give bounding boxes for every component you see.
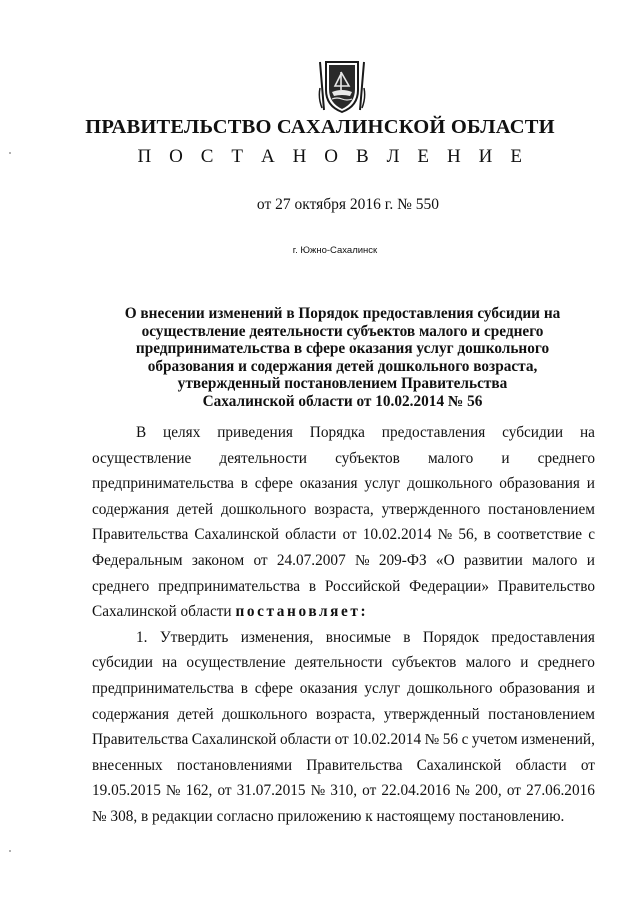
word: В <box>136 424 147 441</box>
word: внесенных <box>92 756 163 774</box>
word: в <box>403 628 411 646</box>
word: 31.07.2015 <box>236 782 306 800</box>
word: образования <box>499 679 580 697</box>
paragraph-1-line <box>92 446 595 472</box>
word: 162, <box>185 782 213 800</box>
word: Федеральным <box>92 551 183 569</box>
word: № <box>354 551 370 569</box>
word: Правительства <box>306 756 403 774</box>
word: Утвердить <box>159 628 229 646</box>
word: субсидии <box>502 424 564 441</box>
word: и <box>586 551 595 569</box>
word: детей <box>176 500 214 518</box>
word: от <box>580 756 595 774</box>
word: в <box>240 679 248 697</box>
word: Правительства <box>92 731 189 749</box>
scan-mark <box>9 152 11 154</box>
word: услуг <box>364 679 401 697</box>
subject-line: утвержденный постановлением Правительства <box>177 375 508 393</box>
paragraph-2-line <box>92 702 595 728</box>
word: № <box>455 782 470 800</box>
word: области <box>279 731 332 749</box>
resolution-keyword: постановляет: <box>235 603 369 621</box>
paragraph-2-line <box>92 650 595 676</box>
document-date-number: от 27 октября 2016 г. № 550 <box>256 196 440 213</box>
word: «О <box>435 551 455 569</box>
paragraph-2-line <box>92 753 595 779</box>
word: законом <box>191 551 245 569</box>
word: на <box>579 424 595 441</box>
word: и <box>586 679 595 697</box>
paragraph-1-line <box>92 522 595 548</box>
word: детей <box>177 705 214 723</box>
document-city: г. Южно-Сахалинск <box>292 245 378 256</box>
word: 56 <box>442 731 459 749</box>
word: утвержденный <box>383 705 480 723</box>
word: 19.05.2015 <box>92 782 161 800</box>
paragraph-1-line <box>92 574 595 600</box>
word: 56, <box>458 526 478 544</box>
word: Порядка <box>309 424 365 441</box>
document-type: П О С Т А Н О В Л Е Н И Е <box>137 146 529 167</box>
line-text: № 308, в редакции согласно приложению к настоящему постановлению. <box>92 807 565 825</box>
subject-line: образования и содержания детей дошкольного возраста, <box>147 357 538 375</box>
word: оказания <box>299 475 358 493</box>
subject-line: предпринимательства в сфере оказания услуг дошкольного <box>135 340 550 358</box>
document-body <box>92 420 595 830</box>
word: Российской <box>324 577 401 595</box>
word: № <box>310 782 326 800</box>
word: дошкольного <box>222 705 308 723</box>
word: среднего <box>537 449 595 467</box>
word: № <box>437 526 453 544</box>
subject-line: Сахалинской области от 10.02.2014 № 56 <box>202 392 483 410</box>
word: постановлением <box>488 500 595 518</box>
word: в <box>240 475 248 493</box>
word: предоставления <box>381 424 486 441</box>
paragraph-2-line <box>92 727 595 753</box>
word: услуг <box>364 475 401 493</box>
paragraph-1-line <box>92 548 595 574</box>
word: субъектов <box>335 449 400 467</box>
word: 10.02.2014 <box>352 731 422 749</box>
paragraph-1-line <box>92 599 595 625</box>
word: оказания <box>299 679 358 697</box>
word: № <box>165 782 181 800</box>
word: дошкольного <box>221 500 307 518</box>
word: предпринимательства <box>92 475 234 493</box>
word: учетом <box>471 731 518 749</box>
word: в <box>483 526 491 544</box>
word: изменений, <box>521 731 595 749</box>
word: деятельности <box>294 654 383 672</box>
word: 209-ФЗ <box>378 551 427 569</box>
document-subject <box>95 305 590 411</box>
paragraph-1-line <box>92 497 595 523</box>
word: № <box>424 731 440 749</box>
word: субъектов <box>391 654 457 672</box>
word: осуществление <box>186 654 286 672</box>
word: 24.07.2007 <box>276 551 346 569</box>
word: среднего <box>537 654 595 672</box>
word: от <box>342 526 357 544</box>
word: 10.02.2014 <box>362 526 432 544</box>
word: и <box>501 449 510 467</box>
word: малого <box>532 551 578 569</box>
word: предпринимательства <box>158 577 301 595</box>
government-title: ПРАВИТЕЛЬСТВО САХАЛИНСКОЙ ОБЛАСТИ <box>85 116 555 138</box>
word: Федерации» <box>409 577 489 595</box>
word: вносимые <box>325 628 391 646</box>
word: на <box>162 654 178 672</box>
word: сфере <box>254 679 293 697</box>
word: и <box>586 475 595 493</box>
paragraph-2-line <box>92 625 595 651</box>
word: от <box>253 551 268 569</box>
word: развитии <box>463 551 523 569</box>
word: Правительства <box>92 526 189 544</box>
word: 200, <box>474 782 502 800</box>
scan-mark <box>9 850 11 852</box>
sakhalin-coat-of-arms-icon <box>318 58 366 114</box>
word: дошкольного <box>407 475 493 493</box>
word: дошкольного <box>407 679 493 697</box>
word: 310, <box>330 782 358 800</box>
word: Сахалинской <box>191 731 277 749</box>
word: субсидии <box>92 654 153 672</box>
paragraph-2-line <box>92 778 595 804</box>
word: приведения <box>217 424 293 441</box>
word: с <box>588 526 595 544</box>
word: малого <box>465 654 511 672</box>
word: предпринимательства <box>92 679 234 697</box>
word: утвержденного <box>381 500 481 518</box>
word: от <box>506 782 521 800</box>
word: постановлением <box>488 705 595 723</box>
paragraph-1-line <box>92 420 595 446</box>
paragraph-1-line <box>92 471 595 497</box>
word: содержания <box>92 500 169 518</box>
word: возраста, <box>314 500 374 518</box>
word: среднего <box>92 577 150 595</box>
word: предоставления <box>491 628 595 646</box>
word: от <box>217 782 232 800</box>
word: деятельности <box>219 449 307 467</box>
word: от <box>362 782 377 800</box>
word: сфере <box>254 475 293 493</box>
word: с <box>461 731 469 749</box>
paragraph-2-line <box>92 804 595 830</box>
word: постановлениями <box>176 756 293 774</box>
word: области <box>285 526 337 544</box>
word: от <box>334 731 349 749</box>
word: изменения, <box>240 628 314 646</box>
word: области <box>515 756 567 774</box>
subject-line: О внесении изменений в Порядок предоставления субсидии на <box>124 305 561 322</box>
paragraph-2-line <box>92 676 595 702</box>
word: в <box>308 577 317 595</box>
word: содержания <box>92 705 169 723</box>
word: возраста, <box>315 705 376 723</box>
line-text: Сахалинской области <box>92 603 236 621</box>
subject-line: осуществление деятельности субъектов малого и среднего <box>141 322 544 340</box>
word: 1. <box>136 628 148 646</box>
word: малого <box>427 449 474 467</box>
word: целях <box>163 424 201 441</box>
word: соответствие <box>497 526 583 544</box>
word: и <box>520 654 529 672</box>
word: образования <box>499 475 580 493</box>
word: осуществление <box>92 449 192 467</box>
word: Правительство <box>497 577 595 595</box>
word: Порядок <box>422 628 480 646</box>
word: Сахалинской <box>416 756 502 774</box>
word: 27.06.2016 <box>526 782 595 800</box>
word: 22.04.2016 <box>381 782 451 800</box>
word: Сахалинской <box>194 526 280 544</box>
